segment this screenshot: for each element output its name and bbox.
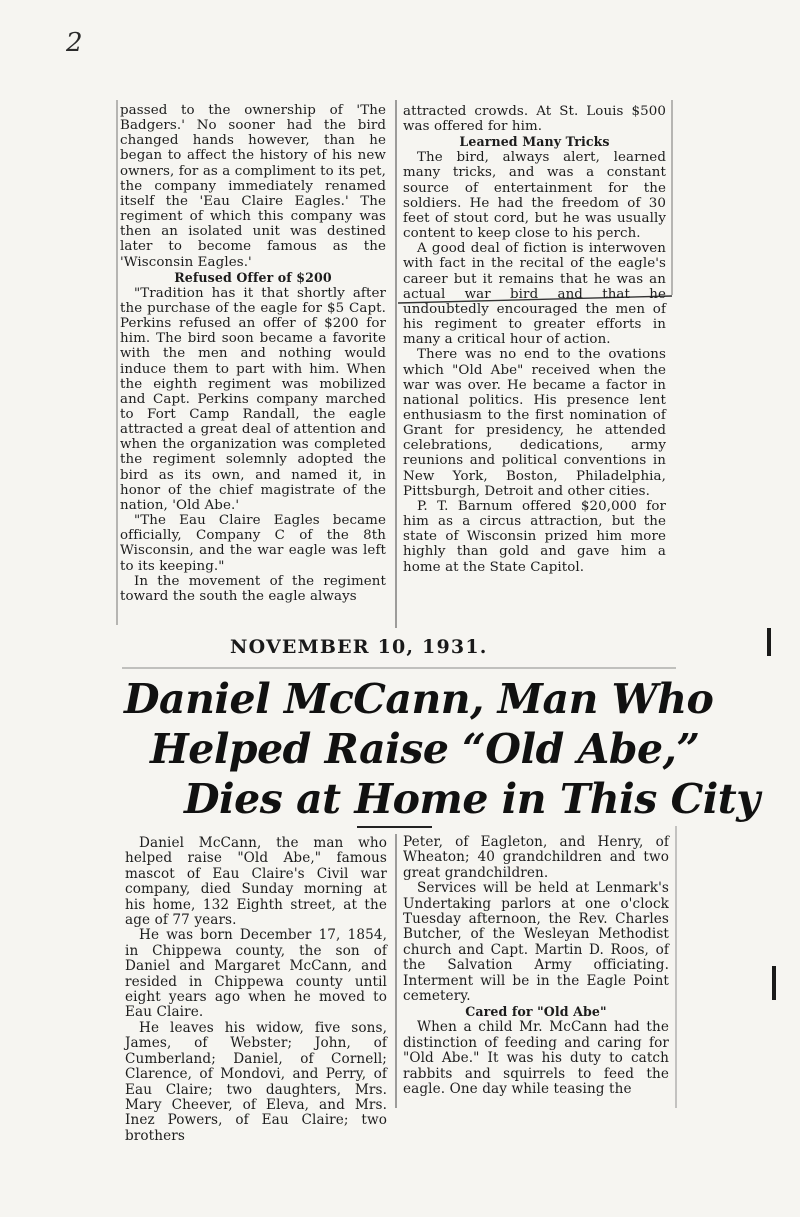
paragraph: "The Eau Claire Eagles became officially, Company C of the 8th Wisconsin, and the war eagle was left to its keeping." <box>120 513 386 574</box>
margin-mark-lower <box>772 966 776 1000</box>
paragraph: Peter, of Eagleton, and Henry, of Wheaton; 40 grandchildren and two great grandchildren. <box>403 834 669 881</box>
clipping2-left-column <box>125 835 387 1144</box>
headline-line-3: Dies at Home in This City <box>184 775 760 823</box>
subheading: Refused Offer of $200 <box>174 269 332 285</box>
clipping1-right-column <box>403 104 666 624</box>
paragraph: In the movement of the regiment toward the south the eagle always <box>120 573 386 604</box>
paragraph: Services will be held at Lenmark's Undertaking parlors at one o'clock Tuesday afternoon, the Rev. Charles Butcher, of the Wesleyan Methodist church and Capt. Martin D. Roos, of the Salvation Army officiating. Interment will be in the Eagle Point cemetery. <box>403 880 669 1005</box>
headline-line-2: Helped Raise “Old Abe,” <box>150 725 700 773</box>
subheading: Cared for "Old Abe" <box>465 1004 607 1020</box>
subheading: Learned Many Tricks <box>459 134 610 150</box>
paragraph: There was no end to the ovations which "Old Abe" received when the war was over. He became a factor in national politics. His presence lent enthusiasm to the first nomination of Grant for presidency, he attended celebrations, dedications, army reunions and political conventions in New York, Boston, Philadelphia, Pittsburgh, Detroit and other cities. <box>403 347 666 499</box>
paragraph: P. T. Barnum offered $20,000 for him as a circus attraction, but the state of Wisconsin prized him more highly than gold and gave him a home at the State Capitol. <box>403 498 666 575</box>
clipping2-right-column <box>403 835 669 1115</box>
paragraph: He was born December 17, 1854, in Chippewa county, the son of Daniel and Margaret McCann, and resided in Chippewa county until eight years ago when he moved to Eau Claire. <box>125 927 387 1021</box>
paragraph: When a child Mr. McCann had the distinction of feeding and caring for "Old Abe." It was his duty to catch rabbits and squirrels to feed the eagle. One day while teasing the <box>403 1019 669 1098</box>
paragraph: "Tradition has it that shortly after the purchase of the eagle for $5 Capt. Perkins refused an offer of $200 for him. The bird soon became a favorite with the men and nothing would induce them to part with him. When the eighth regiment was mobilized and Capt. Perkins company marched to Fort Camp Randall, the eagle attracted a great deal of attention and when the organization was completed the regiment solemnly adopted the bird as its own, and named it, in honor of the chief magistrate of the nation, 'Old Abe.' <box>120 285 386 513</box>
paragraph: attracted crowds. At St. Louis $500 was offered for him. <box>403 104 666 135</box>
page-number: 2 <box>66 28 83 58</box>
clipping1-left-column <box>120 103 386 623</box>
headline <box>120 674 760 824</box>
paragraph: passed to the ownership of 'The Badgers.' No sooner had the bird changed hands however, than he began to affect the history of his new owners, for as a compliment to its pet, the company immediately renamed itself the 'Eau Claire Eagles.' The regiment of which this company was then an isolated unit was destined later to become famous as the 'Wisconsin Eagles.' <box>120 103 386 270</box>
paragraph: A good deal of fiction is interwoven with fact in the recital of the eagle's career but it remains that he was an actual war bird and that he undoubtedly encouraged the men of his regiment to greater efforts in many a critical hour of action. <box>403 241 666 348</box>
dateline: NOVEMBER 10, 1931. <box>230 636 488 658</box>
paragraph: Daniel McCann, the man who helped raise "Old Abe," famous mascot of Eau Claire's Civil war company, died Sunday morning at his home, 132 Eighth street, at the age of 77 years. <box>125 835 387 929</box>
headline-line-1: Daniel McCann, Man Who <box>124 675 714 723</box>
paragraph: The bird, always alert, learned many tricks, and was a constant source of entertainment for the soldiers. He had the freedom of 30 feet of stout cord, but he was usually content to keep close to his perch. <box>403 150 666 242</box>
margin-mark-upper <box>767 628 771 656</box>
paragraph: He leaves his widow, five sons, James, of Webster; John, of Cumberland; Daniel, of Cornell; Clarence, of Mondovi, and Perry, of Eau Claire; two daughters, Mrs. Mary Cheever, of Eleva, and Mrs. Inez Powers, of Eau Claire; two brothers <box>125 1019 387 1144</box>
